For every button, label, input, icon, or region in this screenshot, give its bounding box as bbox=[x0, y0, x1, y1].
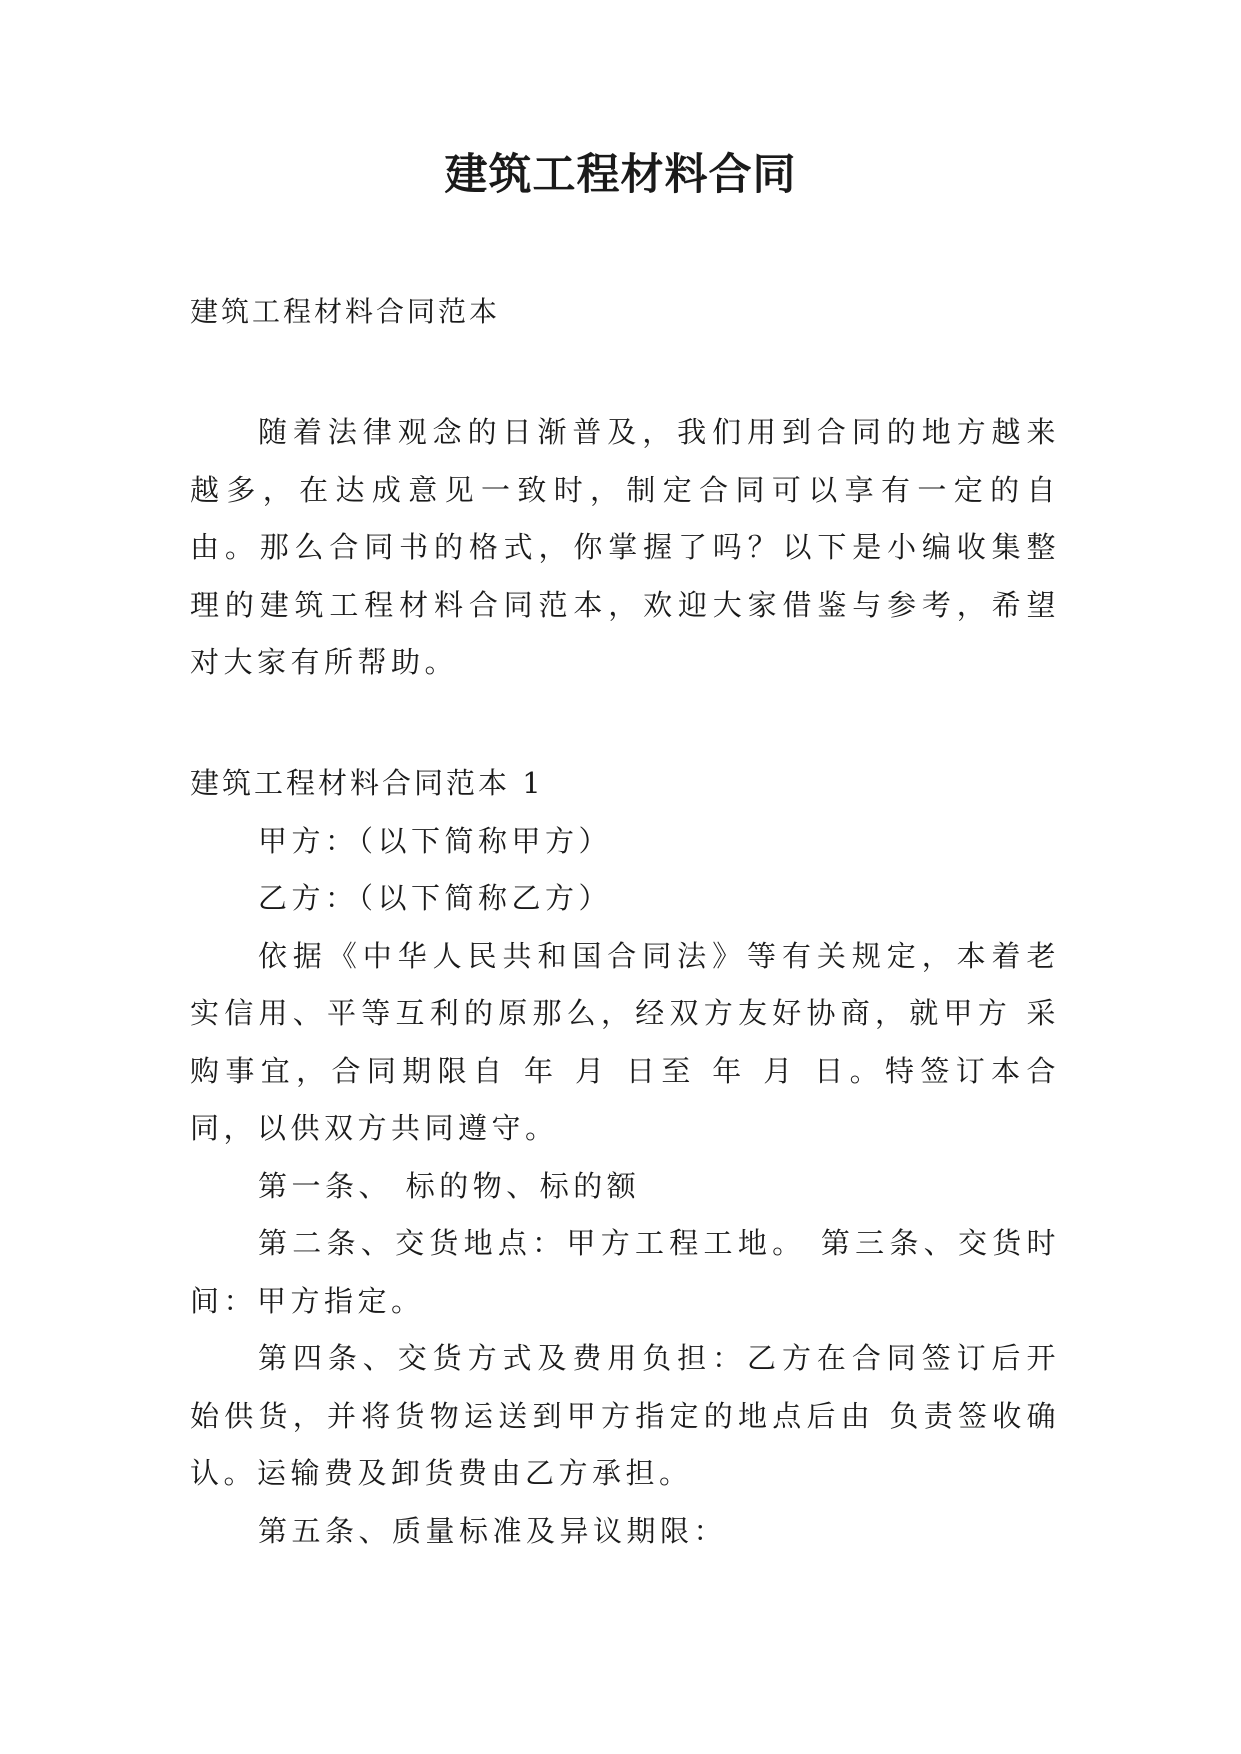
contract-section-1 bbox=[190, 755, 1060, 1560]
party-b-line: 乙方：（以下简称乙方） bbox=[258, 881, 613, 915]
article-2-3: 第二条、交货地点：甲方工程工地。 第三条、交货时间：甲方指定。 bbox=[190, 1226, 1060, 1318]
preamble-paragraph: 依据《中华人民共和国合同法》等有关规定，本着老实信用、平等互利的原那么，经双方友好协商，就甲方 采购事宜，合同期限自 年 月 日至 年 月 日。特签订本合同，以供双方共同遵守。 bbox=[190, 938, 1060, 1145]
article-1: 第一条、 标的物、标的额 bbox=[258, 1168, 641, 1203]
party-a-line: 甲方：（以下简称甲方） bbox=[258, 823, 613, 858]
intro-paragraph: 随着法律观念的日渐普及，我们用到合同的地方越来越多，在达成意见一致时，制定合同可以享有一定的自由。那么合同书的格式，你掌握了吗？以下是小编收集整理的建筑工程材料合同范本，欢迎大家借鉴与参考，希望对大家有所帮助。 bbox=[190, 415, 1060, 679]
article-5: 第五条、质量标准及异议期限： bbox=[258, 1513, 728, 1548]
document-subtitle: 建筑工程材料合同范本 bbox=[190, 295, 501, 328]
article-4: 第四条、交货方式及费用负担：乙方在合同签订后开始供货，并将货物运送到甲方指定的地点后由 负责签收确认。运输费及卸货费由乙方承担。 bbox=[190, 1341, 1060, 1490]
section-heading: 建筑工程材料合同范本 1 bbox=[190, 766, 544, 800]
document-title: 建筑工程材料合同 bbox=[444, 150, 797, 200]
